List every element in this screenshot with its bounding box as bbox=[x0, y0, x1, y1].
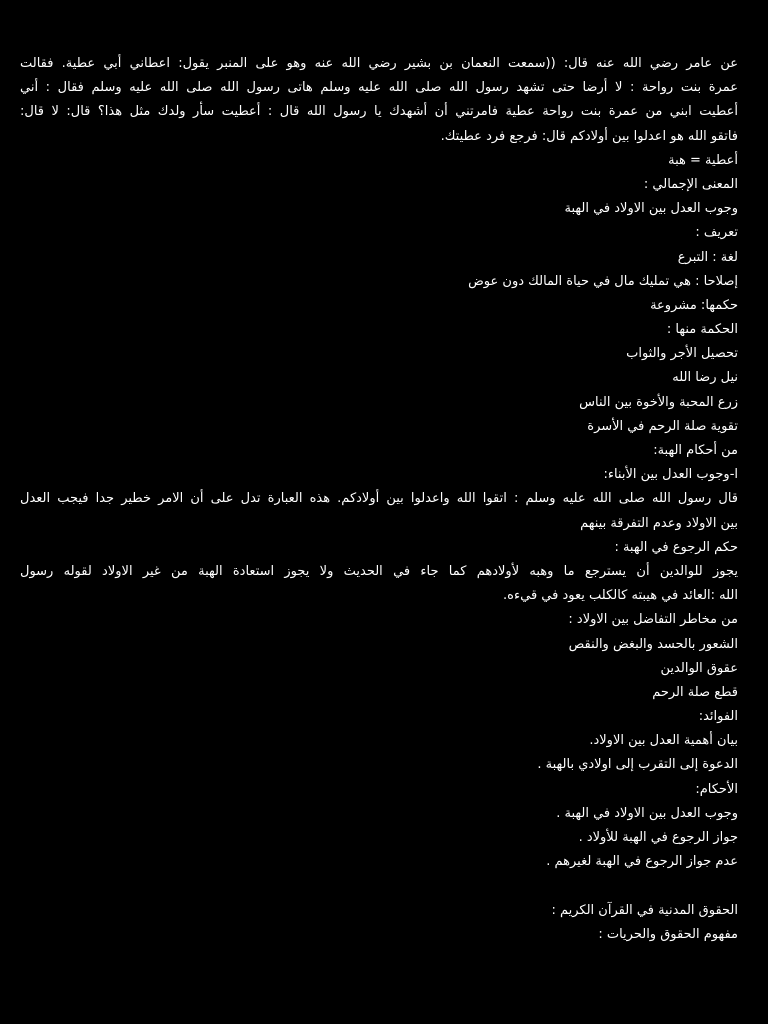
justice-paragraph-line-2: بين الاولاد وعدم التفرقة بينهم bbox=[580, 515, 738, 531]
benefits-heading: الفوائد: bbox=[698, 709, 738, 725]
rulings-summary-heading: الأحكام: bbox=[695, 781, 738, 797]
general-meaning-text: وجوب العدل بين الاولاد في الهبة bbox=[564, 201, 738, 217]
return-ruling-line-1: يجوز للوالدين أن يسترجع ما وهبه لأولادهم كما جاء في الحديث ولا يجوز استعادة الهبة من غير الاولاد لقوله رسول bbox=[20, 563, 738, 579]
return-ruling-line-2: الله :العائد في هيبته كالكلب يعود في قيءه. bbox=[503, 588, 738, 604]
gift-definition-line: أعطية = هبة bbox=[668, 152, 738, 168]
dangers-item: عقوق الوالدين bbox=[660, 660, 738, 676]
wisdom-item: تقوية صلة الرحم في الأسرة bbox=[587, 418, 738, 434]
civil-rights-heading: الحقوق المدنية في القرآن الكريم : bbox=[551, 902, 738, 918]
linguistic-definition: لغة : التبرع bbox=[677, 249, 738, 265]
ruling-line: حكمها: مشروعة bbox=[650, 297, 738, 313]
rulings-heading: من أحكام الهبة: bbox=[653, 443, 738, 458]
hadith-line-4: فاتقو الله هو اعدلوا بين أولادكم قال: فرجع فرد عطيتك. bbox=[440, 128, 738, 144]
dangers-item: قطع صلة الرحم bbox=[652, 684, 738, 700]
return-ruling-heading: حكم الرجوع في الهبة : bbox=[614, 539, 738, 555]
benefits-item: الدعوة إلى التقرب إلى اولادي بالهبة . bbox=[537, 757, 738, 773]
justice-paragraph-line-1: قال رسول الله صلى الله عليه وسلم : اتقوا الله واعدلوا بين أولادكم. هذه العبارة تدل على أن الامر خطير جدا فيجب العدل bbox=[20, 491, 738, 507]
rulings-summary-item: جواز الرجوع في الهبة للأولاد . bbox=[578, 830, 738, 845]
justice-subheading: ا-وجوب العدل بين الأبناء: bbox=[603, 467, 738, 483]
hadith-line-3: أعطيت ابني من عمرة بنت رواحة عطية فامرتني أن أشهدك يا رسول الله قال : أعطيت سأر ولدك مثل هذا؟ قال: لا قال: bbox=[20, 104, 738, 120]
hadith-line-1: عن عامر رضي الله عنه قال: ((سمعت النعمان بن بشير رضي الله عنه وهو على المنبر يقول: اعطاني أبي عطية. فقالت bbox=[20, 56, 738, 71]
hadith-line-2: عمرة بنت رواحة : لا أرضا حتى تشهد رسول الله صلى الله عليه وسلم هاتى رسول الله صلى الله عليه وسلم فقال : أني bbox=[20, 80, 738, 96]
dangers-heading: من مخاطر التفاضل بين الاولاد : bbox=[568, 612, 738, 628]
rulings-summary-item: عدم جواز الرجوع في الهبة لغيرهم . bbox=[546, 854, 738, 870]
dangers-item: الشعور بالحسد والبغض والنقص bbox=[568, 636, 738, 652]
wisdom-item: نيل رضا الله bbox=[672, 370, 738, 386]
technical-definition: إصلاحا : هي تمليك مال في حياة المالك دون عوض bbox=[468, 273, 738, 289]
rulings-summary-item: وجوب العدل بين الاولاد في الهبة . bbox=[556, 805, 738, 821]
wisdom-heading: الحكمة منها : bbox=[666, 322, 738, 338]
wisdom-item: زرع المحبة والأخوة بين الناس bbox=[579, 394, 738, 410]
definition-heading: تعريف : bbox=[695, 225, 738, 241]
blank-line bbox=[20, 874, 738, 898]
wisdom-item: تحصيل الأجر والثواب bbox=[626, 346, 738, 362]
benefits-item: بيان أهمية العدل بين الاولاد. bbox=[589, 733, 738, 749]
rights-concept-heading: مفهوم الحقوق والحريات : bbox=[598, 926, 738, 942]
document-page bbox=[20, 52, 738, 947]
general-meaning-heading: المعنى الإجمالي : bbox=[643, 176, 738, 192]
